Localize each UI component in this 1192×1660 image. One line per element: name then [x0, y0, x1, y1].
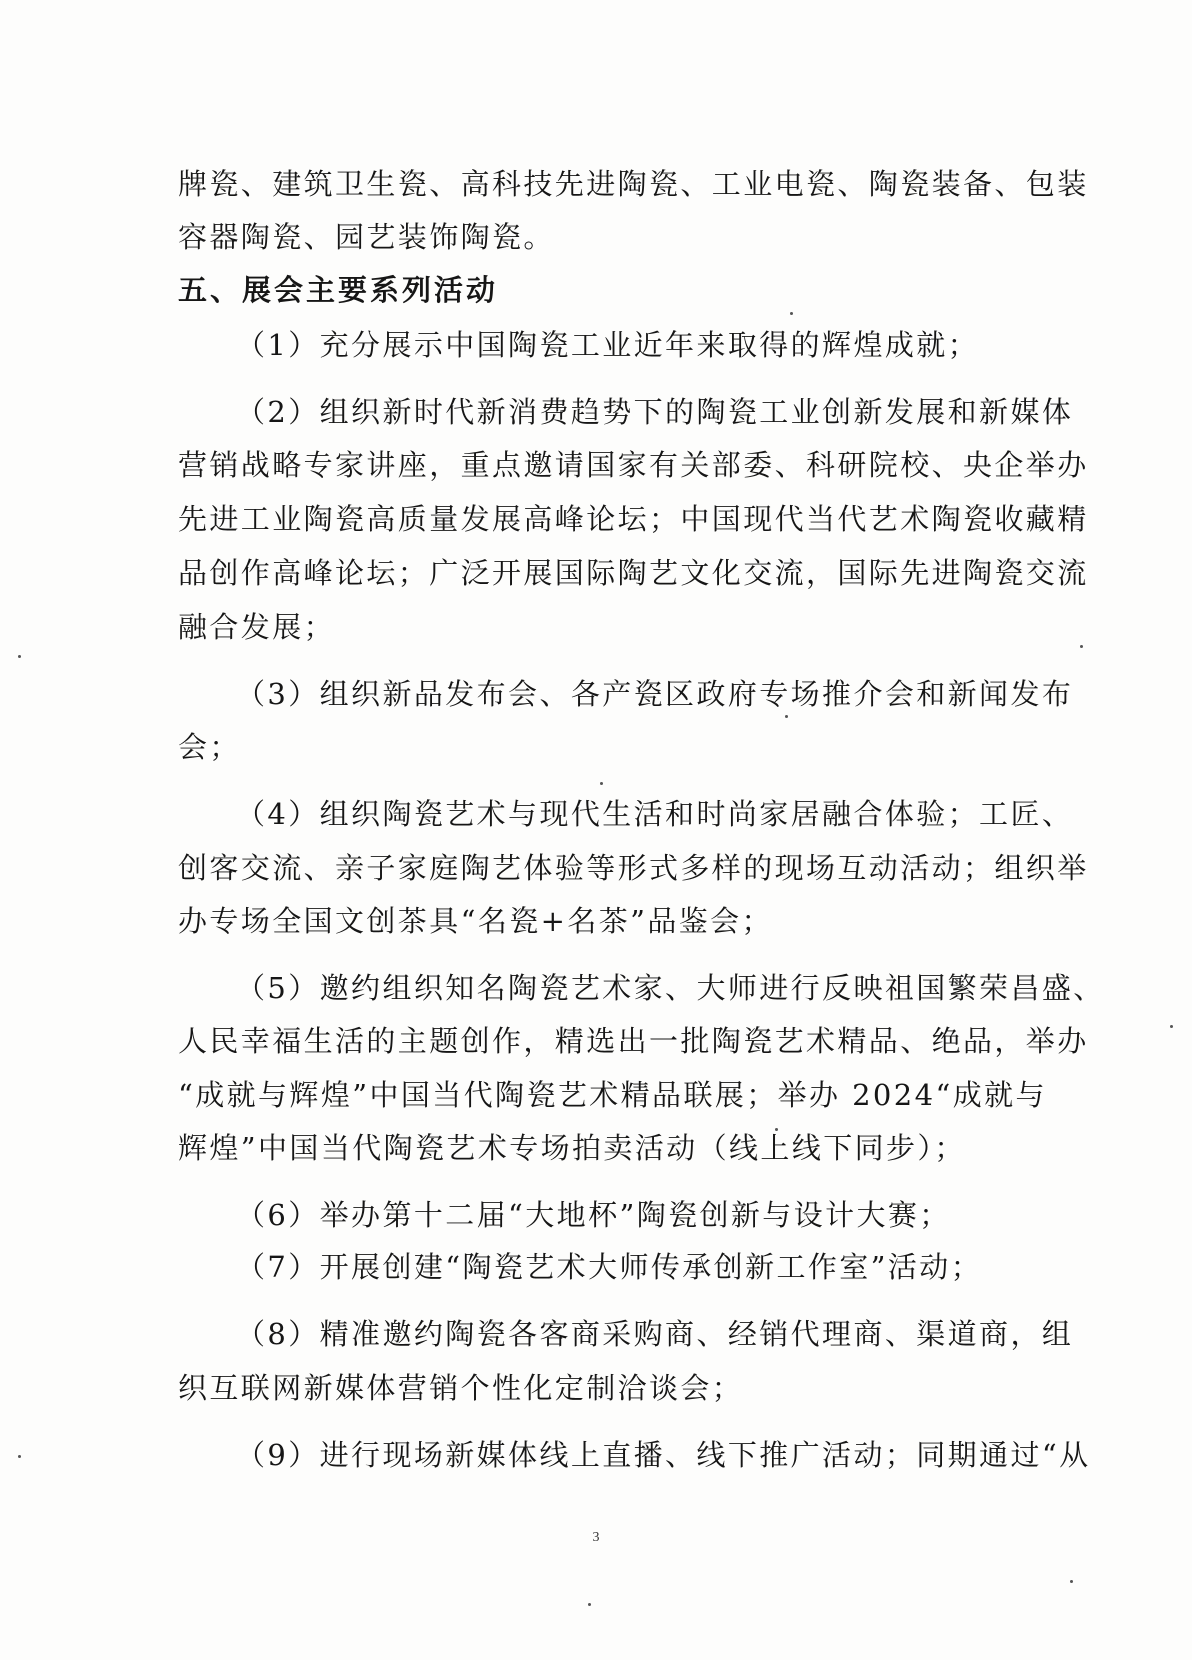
text-line: 织互联网新媒体营销个性化定制洽谈会；	[178, 1371, 744, 1405]
text-line: 牌瓷、建筑卫生瓷、高科技先进陶瓷、工业电瓷、陶瓷装备、包装	[178, 167, 1089, 201]
text-line: （9）进行现场新媒体线上直播、线下推广活动；同期通过“从	[236, 1438, 1091, 1472]
text-line: 辉煌”中国当代陶瓷艺术专场拍卖活动（线上线下同步）；	[178, 1131, 966, 1165]
section-heading: 五、展会主要系列活动	[178, 273, 499, 307]
text-line: （1）充分展示中国陶瓷工业近年来取得的辉煌成就；	[236, 328, 980, 362]
scan-speck	[18, 655, 21, 658]
scan-speck	[790, 312, 793, 315]
text-line: （8）精准邀约陶瓷各客商采购商、经销代理商、渠道商，组	[236, 1317, 1074, 1351]
text-line: （4）组织陶瓷艺术与现代生活和时尚家居融合体验；工匠、	[236, 797, 1074, 831]
scan-speck	[1170, 1025, 1173, 1028]
text-line: （2）组织新时代新消费趋势下的陶瓷工业创新发展和新媒体	[236, 395, 1074, 429]
text-line: （3）组织新品发布会、各产瓷区政府专场推介会和新闻发布	[236, 677, 1074, 711]
scan-speck	[1080, 645, 1083, 648]
text-line: （6）举办第十二届“大地杯”陶瓷创新与设计大赛；	[236, 1198, 951, 1232]
text-line: 先进工业陶瓷高质量发展高峰论坛；中国现代当代艺术陶瓷收藏精	[178, 502, 1089, 536]
page-number: 3	[592, 1530, 600, 1545]
text-line: （5）邀约组织知名陶瓷艺术家、大师进行反映祖国繁荣昌盛、	[236, 971, 1105, 1005]
text-line: 营销战略专家讲座，重点邀请国家有关部委、科研院校、央企举办	[178, 448, 1089, 482]
text-line: 办专场全国文创茶具“名瓷+名茶”品鉴会；	[178, 904, 773, 938]
scan-speck	[785, 715, 788, 718]
scan-speck	[18, 1455, 21, 1458]
text-line: （7）开展创建“陶瓷艺术大师传承创新工作室”活动；	[236, 1250, 983, 1284]
text-line: 品创作高峰论坛；广泛开展国际陶艺文化交流，国际先进陶瓷交流	[178, 556, 1089, 590]
text-line: 人民幸福生活的主题创作，精选出一批陶瓷艺术精品、绝品，举办	[178, 1024, 1089, 1058]
scan-speck	[600, 782, 603, 785]
text-line: “成就与辉煌”中国当代陶瓷艺术精品联展；举办 2024“成就与	[178, 1078, 1047, 1112]
scan-speck	[1070, 1580, 1073, 1583]
text-line: 创客交流、亲子家庭陶艺体验等形式多样的现场互动活动；组织举	[178, 851, 1089, 885]
text-line: 融合发展；	[178, 610, 336, 644]
text-line: 容器陶瓷、园艺装饰陶瓷。	[178, 220, 555, 254]
scan-speck	[775, 1128, 778, 1131]
text-line: 会；	[178, 730, 241, 764]
scan-speck	[588, 1603, 591, 1606]
